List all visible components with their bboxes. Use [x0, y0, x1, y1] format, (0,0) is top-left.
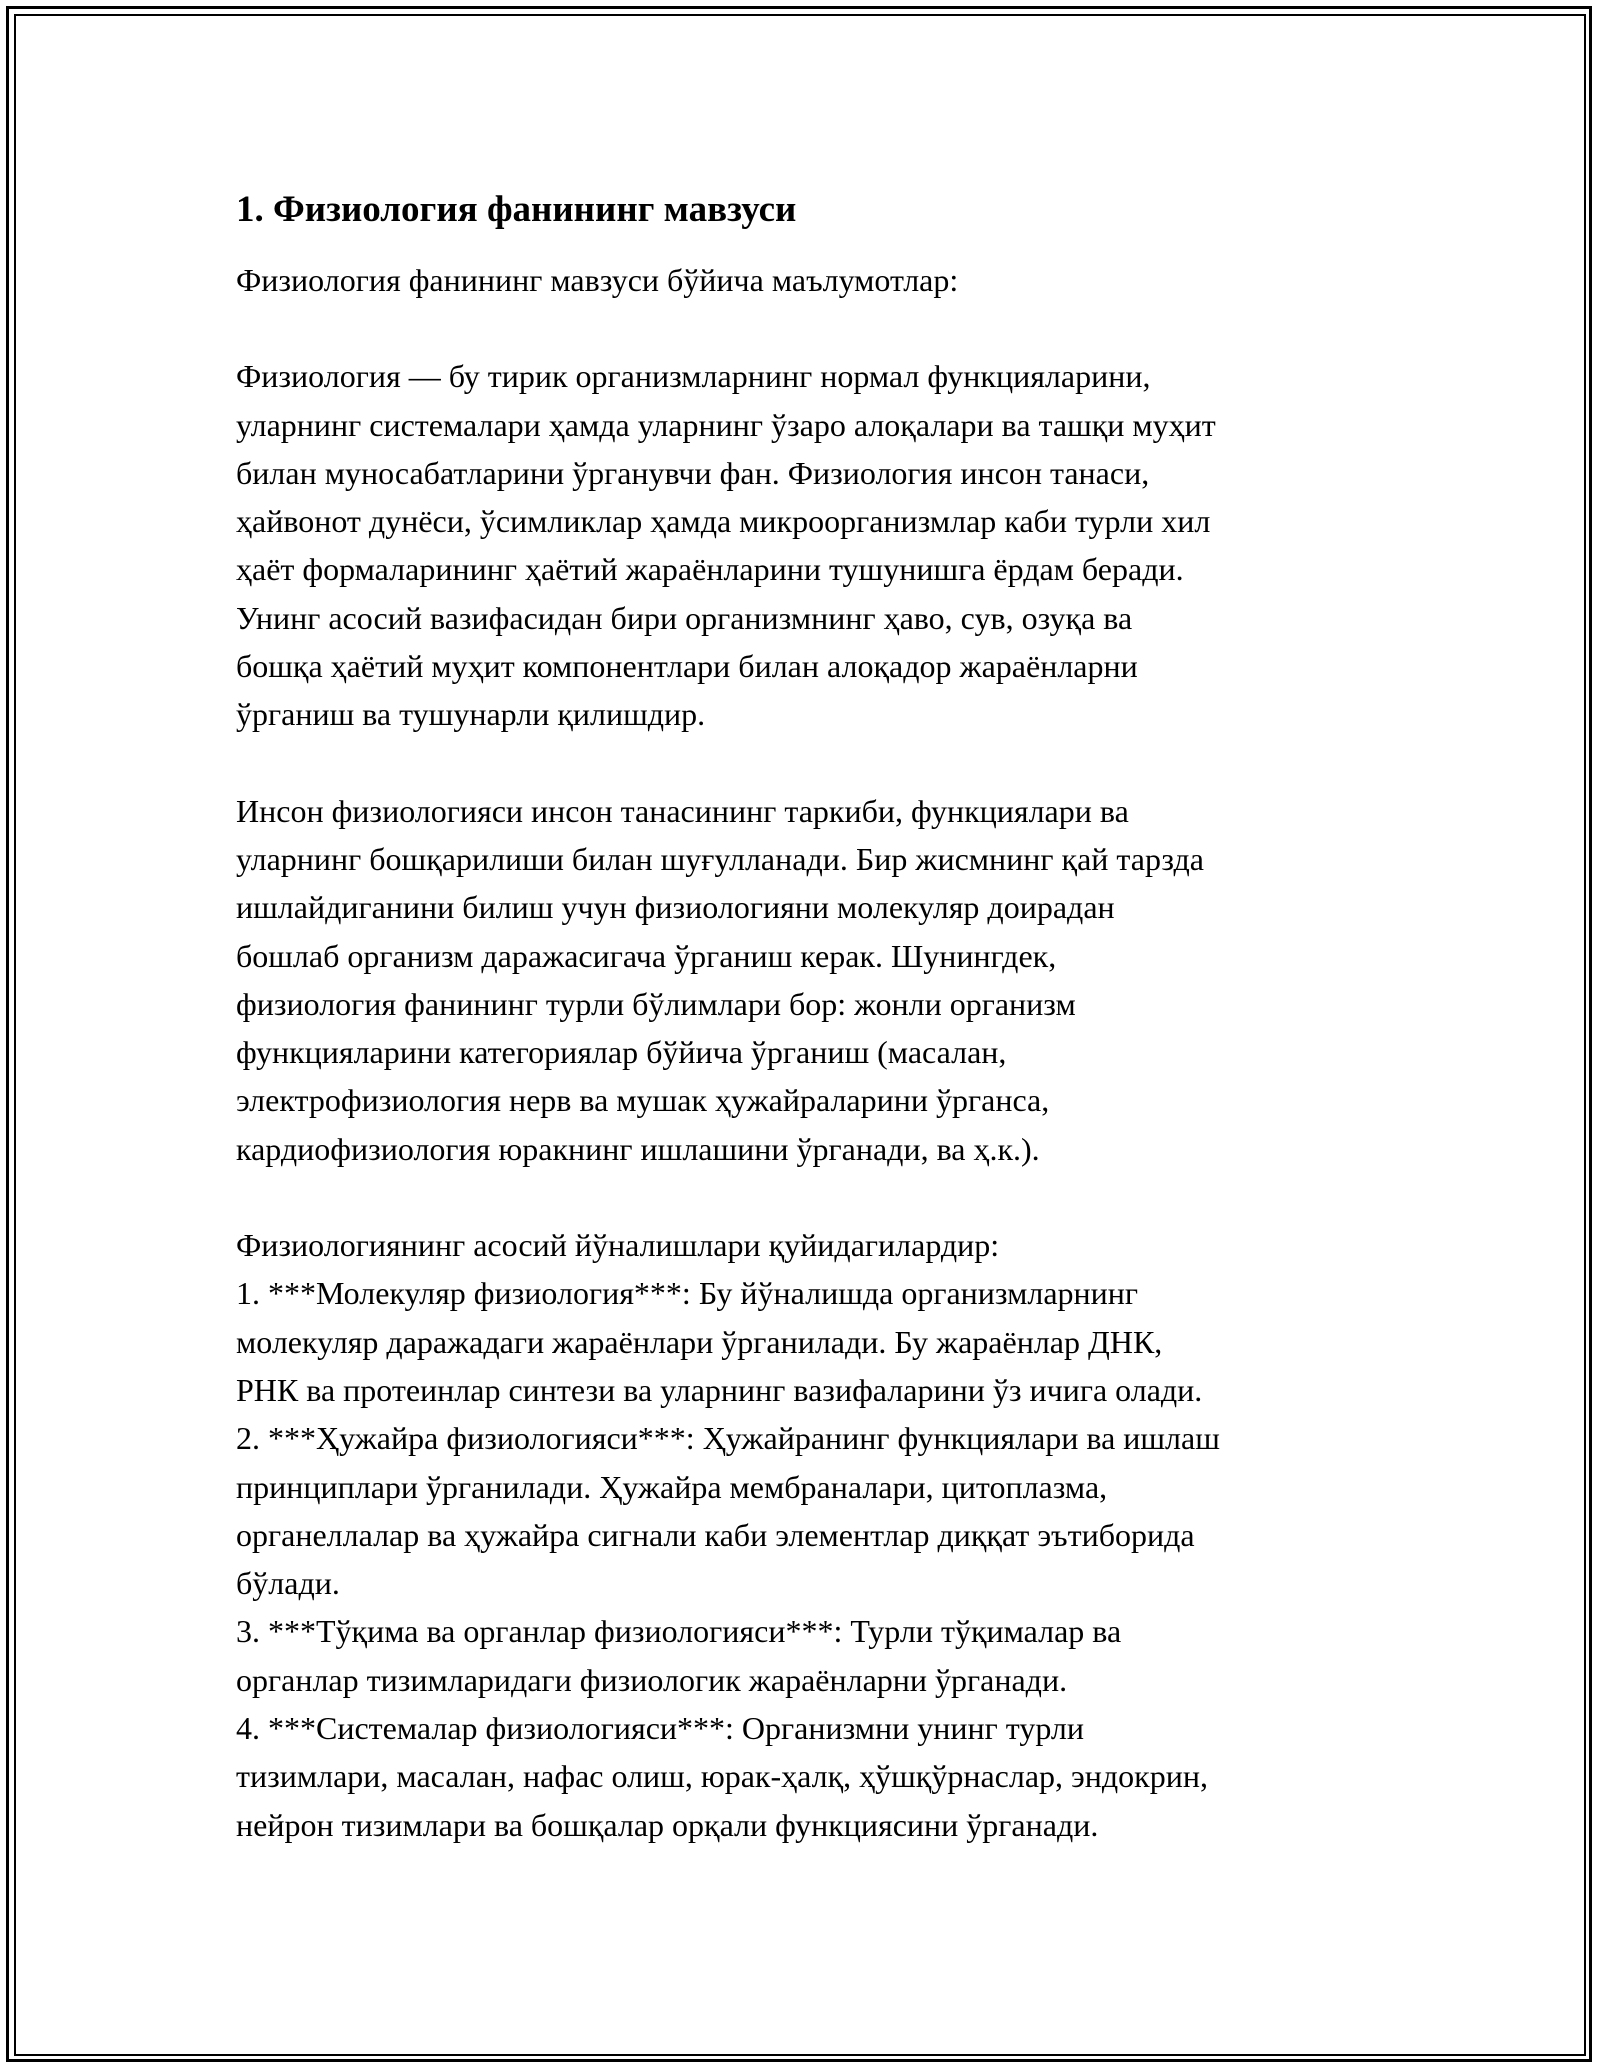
paragraph-spacer	[236, 1173, 1386, 1221]
list-item: 3. ***Тўқима ва органлар физиологияси***: Турли тўқималар ва органлар тизимларидаги физиологик жараёнларни ўрганади.	[236, 1613, 1122, 1698]
paragraph-spacer	[236, 739, 1386, 787]
paragraph-definition: Физиология — бу тирик организмларнинг нормал функцияларини, уларнинг системалари ҳамда уларнинг ўзаро алоқалари ва ташқи муҳит билан муносабатларини ўрганувчи фан. Физиология инсон танаси, ҳайвонот дунёси, ўсимликлар ҳамда микроорганизмлар каби турли хил ҳаёт формаларининг ҳаётий жараёнларини тушунишга ёрдам беради. Унинг асосий вазифасидан бири организмнинг ҳаво, сув, озуқа ва бошқа ҳаётий муҳит компонентлари билан алоқадор жараёнларни ўрганиш ва тушунарли қилишдир.	[236, 358, 1216, 733]
document-body	[236, 186, 1386, 1849]
paragraph-spacer	[236, 304, 1386, 352]
paragraph-human-physiology: Инсон физиологияси инсон танасининг таркиби, функциялари ва уларнинг бошқарилиши билан шуғулланади. Бир жисмнинг қай тарзда ишлайдиганини билиш учун физиологияни молекуляр доирадан бошлаб организм даражасигача ўрганиш керак. Шунингдек, физиология фанининг турли бўлимлари бор: жонли организм функцияларини категориялар бўйича ўрганиш (масалан, электрофизиология нерв ва мушак ҳужайраларини ўрганса, кардиофизиология юракнинг ишлашини ўрганади, ва ҳ.к.).	[236, 792, 1204, 1167]
list-item: 2. ***Ҳужайра физиологияси***: Ҳужайранинг функциялари ва ишлаш принциплари ўрганилади. Ҳужайра мембраналари, цитоплазма, органеллалар ва ҳужайра сигнали каби элементлар диққат эътиборида бўлади.	[236, 1420, 1220, 1602]
document-heading: 1. Физиология фанининг мавзуси	[236, 189, 797, 230]
intro-line: Физиология фанининг мавзуси бўйича маълумотлар:	[236, 262, 959, 298]
list-item: 1. ***Молекуляр физиология***: Бу йўналишда организмларнинг молекуляр даражадаги жараёнлари ўрганилади. Бу жараёнлар ДНК, РНК ва протеинлар синтези ва уларнинг вазифаларини ўз ичига олади.	[236, 1275, 1203, 1408]
list-intro: Физиологиянинг асосий йўналишлари қуйидагилардир:	[236, 1227, 1000, 1264]
list-item: 4. ***Системалар физиологияси***: Организмни унинг турли тизимлари, масалан, нафас олиш, юрак-ҳалқ, ҳўшқўрнаслар, эндокрин, нейрон тизимлари ва бошқалар орқали функциясини ўрганади.	[236, 1710, 1208, 1843]
